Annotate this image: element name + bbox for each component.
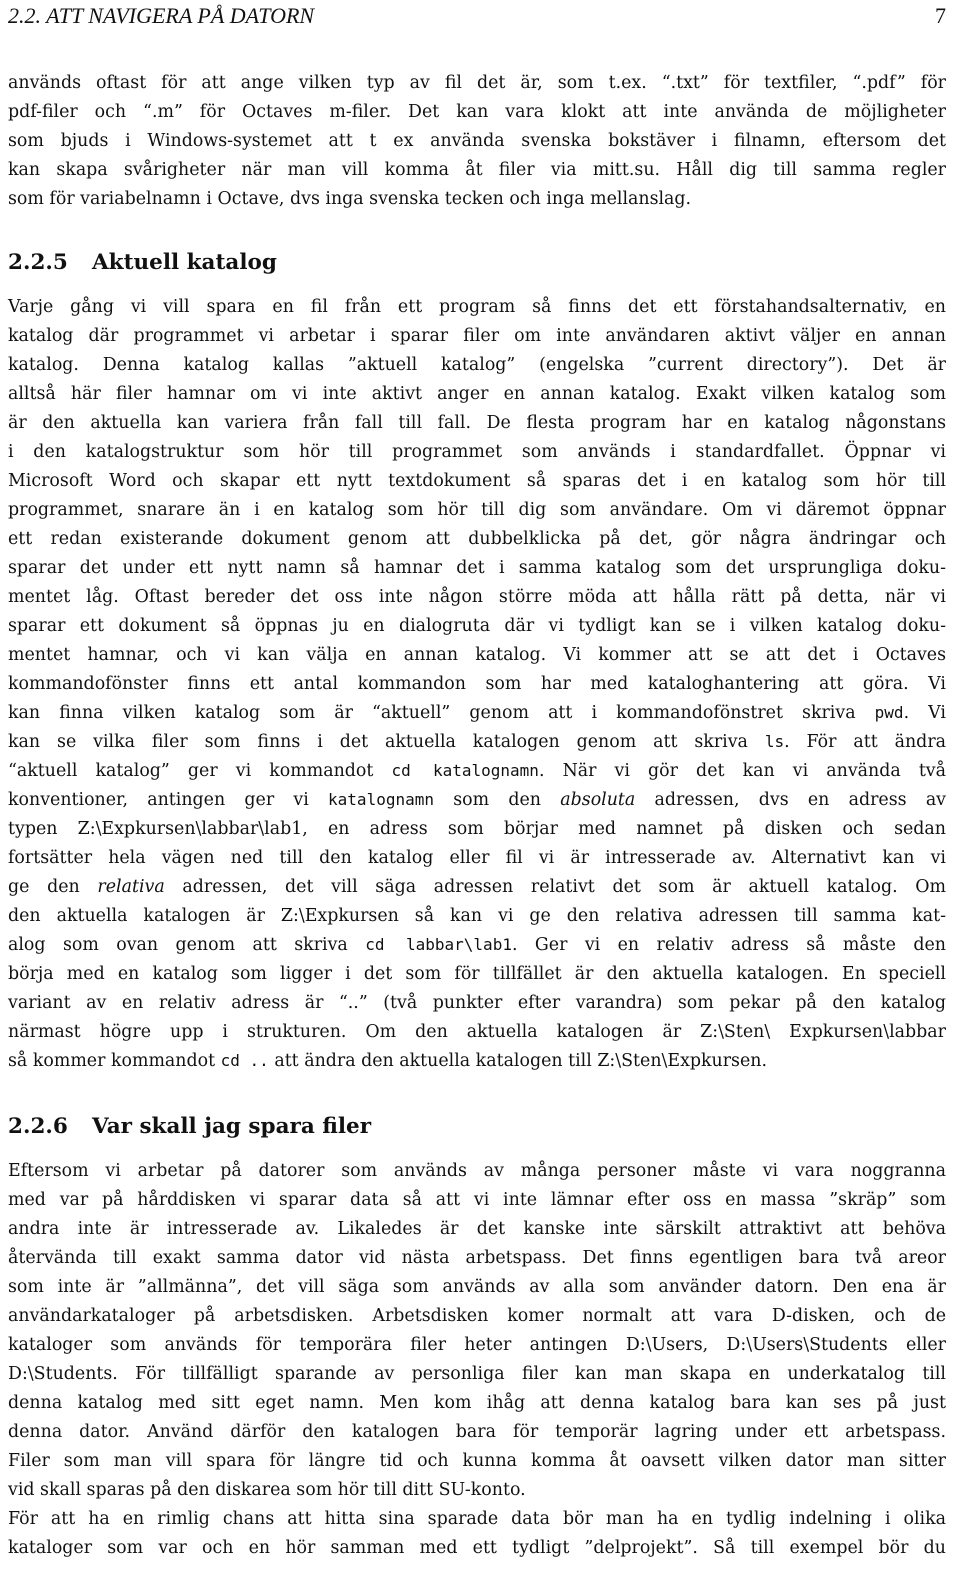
text-line: som bjuds i Windows-systemet att t ex använda svenska bokstäver i filnamn, eftersom det bbox=[8, 131, 946, 151]
text-line: sparar ett dokument så öppnas ju en dialogruta där vi tydligt kan se i vilken katalog doku- bbox=[8, 616, 946, 636]
text-line: som inte är ”allmänna”, det vill säga som används av alla som använder datorn. Den ena är bbox=[8, 1277, 946, 1297]
text-run: alog som ovan genom att skriva bbox=[8, 935, 348, 955]
running-head-title: 2.2. ATT NAVIGERA PÅ DATORN bbox=[8, 3, 315, 28]
text-line: katalog. Denna katalog kallas ”aktuell katalog” (engelska ”current directory”). Det är bbox=[8, 355, 946, 375]
running-head bbox=[8, 3, 946, 37]
text-line: katalog där programmet vi arbetar i sparar filer om inte användaren aktivt väljer en annan bbox=[8, 326, 946, 346]
text-line: användarkataloger på arbetsdisken. Arbetsdisken komer normalt att vara D-disken, och de bbox=[8, 1306, 946, 1326]
text-run: “aktuell katalog” ger vi kommandot bbox=[8, 761, 374, 781]
text-line: Varje gång vi vill spara en fil från ett program så finns det ett förstahandsalternativ, en bbox=[8, 297, 946, 317]
text-run: . Vi bbox=[903, 703, 946, 723]
text-run: adressen, det vill säga adressen relativt det som är aktuell katalog. Om bbox=[182, 877, 947, 897]
text-line bbox=[8, 1048, 767, 1074]
text-line: kommandofönster finns ett antal kommandon som har med kataloghantering att göra. Vi bbox=[8, 674, 946, 694]
text-line bbox=[8, 729, 946, 755]
code-cd-katalognamn: cd katalognamn bbox=[391, 761, 539, 780]
code-cd-dotdot: cd .. bbox=[220, 1051, 269, 1070]
text-line: sparar det under ett nytt namn så hamnar det i samma katalog som det ursprungliga doku- bbox=[8, 558, 946, 578]
text-run: kan finna vilken katalog som är “aktuell” genom att i kommandofönstret skriva bbox=[8, 703, 856, 723]
code-pwd: pwd bbox=[874, 703, 904, 722]
text-line: kan skapa svårigheter när man vill komma åt filer via mitt.su. Håll dig till samma regler bbox=[8, 160, 946, 180]
section-heading-2-2-5 bbox=[8, 248, 277, 278]
text-line: närmast högre upp i strukturen. Om den aktuella katalogen är Z:\Sten\ Expkursen\labbar bbox=[8, 1022, 946, 1042]
text-line: den aktuella katalogen är Z:\Expkursen så kan vi ge den relativa adressen till samma kat- bbox=[8, 906, 946, 926]
text-run: kan se vilka filer som finns i det aktuella katalogen genom att skriva bbox=[8, 732, 748, 752]
text-line bbox=[8, 874, 946, 900]
text-line bbox=[8, 700, 946, 726]
text-line: mentet hamnar, och vi kan välja en annan katalog. Vi kommer att se att det i Octaves bbox=[8, 645, 946, 665]
text-run: . För att ändra bbox=[784, 732, 946, 752]
code-ls: ls bbox=[764, 732, 785, 751]
section-number: 2.2.5 bbox=[8, 250, 68, 275]
text-run: ge den bbox=[8, 877, 80, 897]
text-line: ett redan existerande dokument genom att dubbelklicka på det, gör några ändringar och bbox=[8, 529, 946, 549]
code-cd-labbar-lab1: cd labbar\lab1 bbox=[365, 935, 512, 954]
text-line: vid skall sparas på den diskarea som hör till ditt SU-konto. bbox=[8, 1480, 526, 1500]
text-line: variant av en relativ adress är “..” (två punkter efter varandra) som pekar på den katalog bbox=[8, 993, 946, 1013]
text-line: kataloger som var och en hör samman med ett tydligt ”delprojekt”. Så till exempel bör du bbox=[8, 1538, 946, 1558]
text-line: mentet låg. Oftast bereder det oss inte någon större möda att hålla rätt på detta, när vi bbox=[8, 587, 946, 607]
text-line: alltså här filer hamnar om vi inte aktivt anger en annan katalog. Exakt vilken katalog som bbox=[8, 384, 946, 404]
text-line: börja med en katalog som ligger i det som för tillfället är den aktuella katalogen. En speciell bbox=[8, 964, 946, 984]
text-line: fortsätter hela vägen ned till den katalog eller fil vi är intresserade av. Alternativt kan vi bbox=[8, 848, 946, 868]
text-line: programmet, snarare än i en katalog som hör till dig som användare. Om vi däremot öppnar bbox=[8, 500, 946, 520]
text-line: används oftast för att ange vilken typ av fil det är, som t.ex. “.txt” för textfiler, “.pdf” för bbox=[8, 73, 946, 93]
text-line: pdf-filer och “.m” för Octaves m-filer. Det kan vara klokt att inte använda de möjligheter bbox=[8, 102, 946, 122]
text-run: att ändra den aktuella katalogen till Z:\Sten\Expkursen. bbox=[274, 1051, 768, 1071]
text-line: med var på hårddisken vi sparar data så att vi inte lämnar efter oss en massa ”skräp” som bbox=[8, 1190, 946, 1210]
text-line: typen Z:\Expkursen\labbar\lab1, en adress som börjar med namnet på disken och sedan bbox=[8, 819, 946, 839]
text-line: denna dator. Använd därför den katalogen bara för temporär lagring under ett arbetspass. bbox=[8, 1422, 946, 1442]
text-run: . Ger vi en relativ adress så måste den bbox=[511, 935, 947, 955]
code-katalognamn: katalognamn bbox=[328, 790, 434, 809]
text-line: andra inte är intresserade av. Likaledes är det kanske inte särskilt attraktivt att behöva bbox=[8, 1219, 946, 1239]
section-title: Var skall jag spara filer bbox=[92, 1114, 372, 1139]
text-line bbox=[8, 758, 946, 784]
text-line bbox=[8, 932, 946, 958]
text-line: Microsoft Word och skapar ett nytt textdokument så sparas det i en katalog som hör till bbox=[8, 471, 946, 491]
text-run: konventioner, antingen ger vi bbox=[8, 790, 309, 810]
section-title: Aktuell katalog bbox=[92, 250, 277, 275]
text-line: som för variabelnamn i Octave, dvs inga svenska tecken och inga mellanslag. bbox=[8, 189, 692, 209]
text-line: är den aktuella kan variera från fall till fall. De flesta program har en katalog någonstans bbox=[8, 413, 946, 433]
text-line: Filer som man vill spara för längre tid och kunna komma åt oavsett vilken dator man sitter bbox=[8, 1451, 946, 1471]
emphasis-absoluta: absoluta bbox=[560, 790, 636, 810]
text-run: som den bbox=[453, 790, 542, 810]
text-line: i den katalogstruktur som hör till programmet som används i standardfallet. Öppnar vi bbox=[8, 442, 946, 462]
section-heading-2-2-6 bbox=[8, 1112, 371, 1142]
page-number: 7 bbox=[935, 3, 946, 28]
text-line: För att ha en rimlig chans att hitta sina sparade data bör man ha en tydlig indelning i olika bbox=[8, 1509, 946, 1529]
text-line bbox=[8, 787, 946, 813]
text-run: . När vi gör det kan vi använda två bbox=[538, 761, 947, 781]
text-line: återvända till exakt samma dator vid nästa arbetspass. Det finns egentligen bara två areor bbox=[8, 1248, 946, 1268]
section-number: 2.2.6 bbox=[8, 1114, 68, 1139]
text-run: adressen, dvs en adress av bbox=[654, 790, 947, 810]
text-line: Eftersom vi arbetar på datorer som används av många personer måste vi vara noggranna bbox=[8, 1161, 946, 1181]
emphasis-relativa: relativa bbox=[97, 877, 165, 897]
text-run: så kommer kommandot bbox=[8, 1051, 216, 1071]
text-line: kataloger som används för temporära filer heter antingen D:\Users, D:\Users\Students eller bbox=[8, 1335, 946, 1355]
text-line: denna katalog med sitt eget namn. Men kom ihåg att denna katalog bara kan ses på just bbox=[8, 1393, 946, 1413]
text-line: D:\Students. För tillfälligt sparande av personliga filer kan man skapa en underkatalog till bbox=[8, 1364, 946, 1384]
